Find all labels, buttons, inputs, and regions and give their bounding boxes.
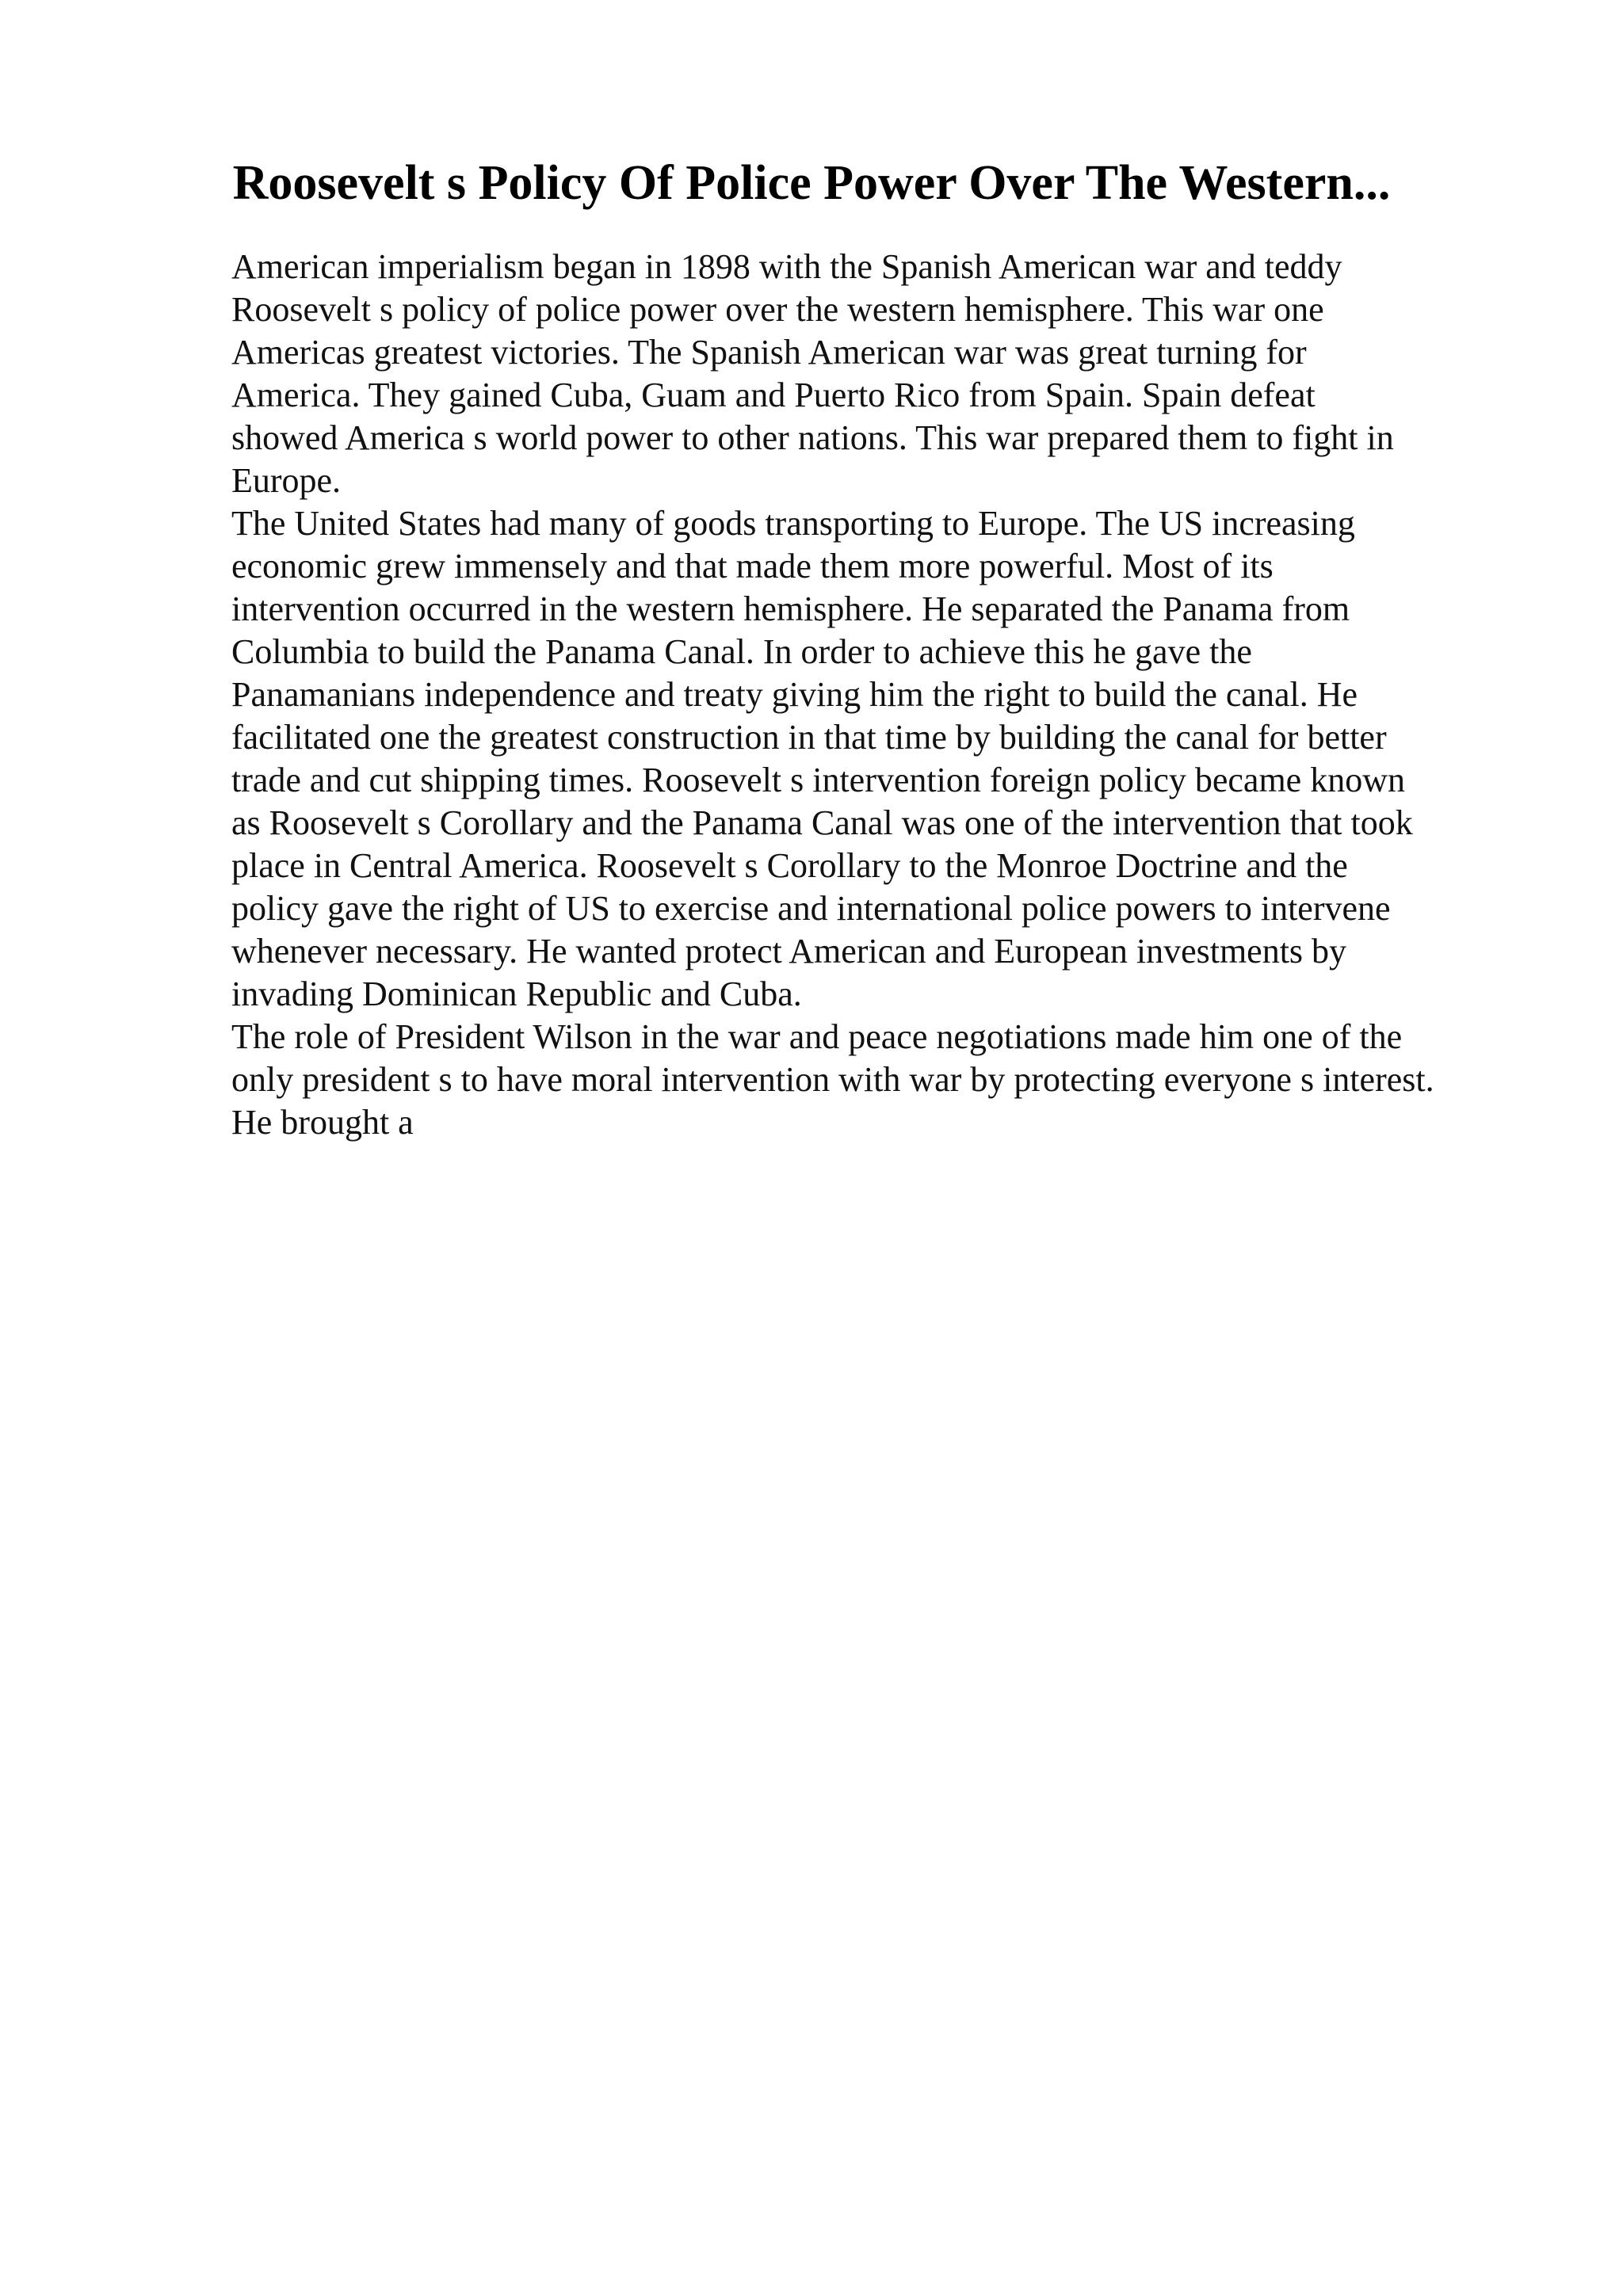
- text-line: Americas greatest victories. The Spanish American war was great turning for: [231, 333, 1307, 372]
- text-line: showed America s world power to other nations. This war prepared them to fight in: [231, 418, 1394, 457]
- text-line: Columbia to build the Panama Canal. In order to achieve this he gave the: [231, 632, 1252, 671]
- text-line: intervention occurred in the western hemisphere. He separated the Panama from: [231, 589, 1350, 628]
- text-line: whenever necessary. He wanted protect American and European investments by: [231, 932, 1347, 971]
- text-line: invading Dominican Republic and Cuba.: [231, 974, 802, 1013]
- text-line: trade and cut shipping times. Roosevelt s intervention foreign policy became known: [231, 761, 1405, 799]
- text-line: place in Central America. Roosevelt s Corollary to the Monroe Doctrine and the: [231, 846, 1348, 885]
- text-line: The role of President Wilson in the war and peace negotiations made him one of the: [231, 1017, 1403, 1056]
- document-title: Roosevelt s Policy Of Police Power Over The Western...: [232, 156, 1391, 210]
- text-line: facilitated one the greatest construction in that time by building the canal for better: [231, 718, 1387, 757]
- text-line: He brought a: [231, 1103, 414, 1142]
- text-line: only president s to have moral intervention with war by protecting everyone s interest.: [231, 1060, 1434, 1099]
- text-line: America. They gained Cuba, Guam and Puerto Rico from Spain. Spain defeat: [231, 376, 1316, 414]
- text-line: The United States had many of goods transporting to Europe. The US increasing: [231, 504, 1355, 543]
- text-line: Panamanians independence and treaty giving him the right to build the canal. He: [231, 675, 1358, 714]
- text-line: as Roosevelt s Corollary and the Panama Canal was one of the intervention that took: [231, 803, 1413, 842]
- text-line: policy gave the right of US to exercise and international police powers to intervene: [231, 889, 1391, 928]
- text-line: Roosevelt s policy of police power over the western hemisphere. This war one: [231, 290, 1324, 329]
- text-line: Europe.: [231, 461, 342, 500]
- text-line: economic grew immensely and that made them more powerful. Most of its: [231, 547, 1274, 585]
- text-line: American imperialism began in 1898 with the Spanish American war and teddy: [231, 247, 1342, 286]
- document-body: [231, 246, 1539, 1144]
